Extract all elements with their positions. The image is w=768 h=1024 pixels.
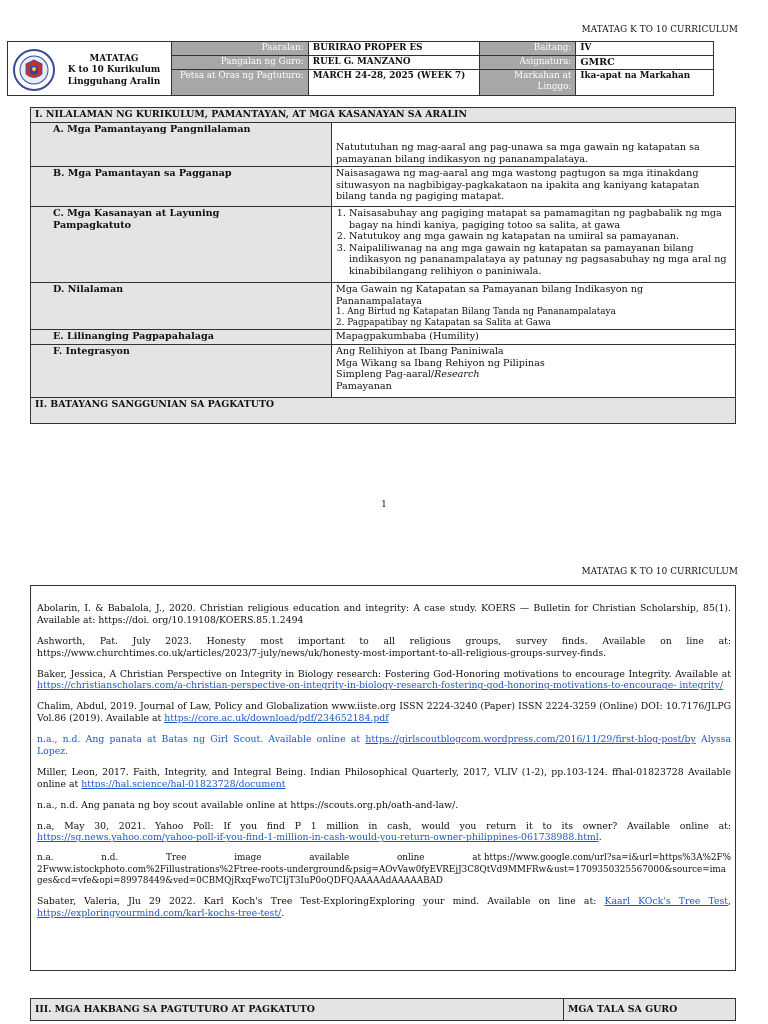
competency-item: 3. Naipaliliwanag na ang mga gawain ng katapatan sa pamayanan bilang indikasyon ng pananampalataya ay patunay ng pagsasabuhay ng mga aral ng kinabibilangang relihiyon o paniniwala.	[349, 243, 731, 278]
petsa-label: Petsa at Oras ng Pagtuturo:	[172, 70, 309, 96]
row-d-label: D. Nilalaman	[31, 283, 332, 330]
row-f-label: F. Integrasyon	[31, 345, 332, 398]
teacher-notes-header: MGA TALA SA GURO	[564, 999, 736, 1021]
row-c-label: C. Mga Kasanayan at Layuning Pampagkatuto	[31, 207, 332, 283]
row-b-value: Naisasagawa ng mag-aaral ang mga wastong pagtugon sa mga itinakdang situwasyon na nagbibigay-pagkakataon na ipakita ang kaniyang katapatan bilang tanda ng pagiging matapat.	[332, 167, 736, 207]
baitang-label: Baitang:	[480, 42, 576, 56]
competency-item: 2. Natutukoy ang mga gawain ng katapatan na umiiral sa pamayanan.	[349, 231, 731, 243]
reference-item: n.a., n.d. Ang panata ng boy scout available online at https://scouts.org.ph/oath-and-law/.	[37, 799, 459, 811]
reference-item: Baker, Jessica, A Christian Perspective on Integrity in Biology research: Fostering God-Honoring motivations to encourage Integrity. Available at https://christianscholars.com/a-christian-perspective-on-integrity-in-biology-research-fostering-god-honoring-motivations-to-encourage- integrity/	[37, 668, 731, 692]
petsa-value: MARCH 24-28, 2025 (WEEK 7)	[308, 70, 480, 96]
curriculum-header-2: MATATAG K TO 10 CURRICULUM	[581, 567, 738, 577]
guro-value: RUEL G. MANZANO	[308, 55, 480, 70]
reference-link[interactable]: https://girlscoutblogcom.wordpress.com/2016/11/29/first-blog-post/by	[365, 734, 696, 746]
reference-link[interactable]: https://core.ac.uk/download/pdf/234652184.pdf	[164, 713, 389, 725]
lesson-info-table	[7, 41, 714, 96]
reference-item: n.a. n.d. Tree image available online at https://www.google.com/url?sa=i&url=https%3A%2F%2Fwww.istockphoto.com%2Fillustrations%2Ftree-roots-underground&psig=AOvVaw0fyEVREjJ3C8QtVd9MMFRw&ust=1709350325567000&source=images&cd=vfe&opi=89978449&ved=0CBMQjRxqFwoTCIjT3IuP0oQDFQAAAAAdAAAAABAD	[37, 853, 731, 886]
nilalaman-item: 1. Ang Birtud ng Katapatan Bilang Tanda ng Pananampalataya	[336, 307, 616, 317]
section-3-table	[30, 998, 736, 1021]
reference-item: n.a, May 30, 2021. Yahoo Poll: If you find P 1 million in cash, would you return it to its owner? Available online at: https://sg.news.yahoo.com/yahoo-poll-if-you-find-1-million-in-cash-would-you-return-owner-philippines-061738988.html.	[37, 820, 731, 844]
asignatura-label: Asignatura:	[480, 55, 576, 70]
references-box	[30, 585, 736, 971]
row-e-label: E. Lilinanging Pagpapahalaga	[31, 330, 332, 345]
logo-line-3: Lingguhang Aralin	[67, 76, 161, 87]
markahan-label: Markahan at Linggo:	[480, 70, 576, 96]
reference-item: Miller, Leon, 2017. Faith, Integrity, and Integral Being. Indian Philosophical Quarterly, 2017, VLIV (1-2), pp.103-124. ffhal-01823728 Available online at https://hal.science/hal-01823728/document	[37, 766, 731, 790]
reference-link[interactable]: https://exploringyourmind.com/karl-kochs-tree-test/	[37, 908, 282, 919]
nilalaman-title: Mga Gawain ng Katapatan sa Pamayanan bilang Indikasyon ng Pananampalataya	[336, 284, 644, 307]
reference-item: Ashworth, Pat. July 2023. Honesty most important to all religious groups, survey finds. Available on line at: https://www.churchtimes.co.uk/articles/2023/7-july/news/uk/honesty-most-important-to-all-religious-groups-survey-finds.	[37, 635, 731, 659]
curriculum-header: MATATAG K TO 10 CURRICULUM	[581, 25, 738, 35]
row-a-value: Natututuhan ng mag-aaral ang pag-unawa sa mga gawain ng katapatan sa pamayanan bilang indikasyon ng pananampalataya.	[332, 123, 736, 167]
integrasyon-item: Mga Wikang sa Ibang Rehiyon ng Pilipinas	[336, 357, 545, 369]
row-d-value	[332, 283, 736, 330]
integrasyon-item: Ang Relihiyon at Ibang Paniniwala	[336, 346, 504, 358]
integrasyon-item: Simpleng Pag-aaral/Research	[336, 369, 480, 381]
row-b-label: B. Mga Pamantayan sa Pagganap	[31, 167, 332, 207]
section-3-title: III. MGA HAKBANG SA PAGTUTURO AT PAGKATUTO	[31, 999, 564, 1021]
reference-link[interactable]: https://hal.science/hal-01823728/document	[81, 778, 286, 790]
paaralan-label: Paaralan:	[172, 42, 309, 56]
section-1-title: I. NILALAMAN NG KURIKULUM, PAMANTAYAN, AT MGA KASANAYAN SA ARALIN	[31, 108, 736, 123]
asignatura-value: GMRC	[576, 55, 714, 70]
section-2-title: II. BATAYANG SANGGUNIAN SA PAGKATUTO	[31, 398, 736, 424]
row-c-value	[332, 207, 736, 283]
nilalaman-item: 2. Pagpapatibay ng Katapatan sa Salita at Gawa	[336, 317, 551, 328]
row-a-label: A. Mga Pamantayang Pangnilalaman	[31, 123, 332, 167]
paaralan-value: BURIRAO PROPER ES	[308, 42, 480, 56]
reference-item: Sabater, Valeria, Jlu 29 2022. Karl Koch's Tree Test-ExploringExploring your mind. Available on line at: Kaarl KOck's Tree Test, https://exploringyourmind.com/karl-kochs-tree-test/.	[37, 896, 731, 919]
section-1-table	[30, 107, 736, 424]
reference-link[interactable]: https://sg.news.yahoo.com/yahoo-poll-if-you-find-1-million-in-cash-would-you-return-owner-philippines-061738988.html	[37, 832, 599, 844]
markahan-value: Ika-apat na Markahan	[576, 70, 714, 96]
integrasyon-item: Pamayanan	[336, 380, 392, 392]
baitang-value: IV	[576, 42, 714, 56]
guro-label: Pangalan ng Guro:	[172, 55, 309, 70]
deped-seal-icon	[12, 48, 56, 92]
row-e-value: Mapagpakumbaba (Humility)	[332, 330, 736, 345]
competency-item: 1. Naisasabuhay ang pagiging matapat sa pamamagitan ng pagbabalik ng mga bagay na hindi kaniya, pagiging totoo sa salita, at gawa	[349, 208, 731, 231]
reference-item: Chalim, Abdul, 2019. Journal of Law, Policy and Globalization www.iiste.org ISSN 2224-3240 (Paper) ISSN 2224-3259 (Online) DOI: 10.7176/JLPG Vol.86 (2019). Available at https://core.ac.uk/download/pdf/234652184.pdf	[37, 701, 731, 725]
logo-line-1: MATATAG	[89, 54, 139, 64]
logo-line-2: K to 10 Kurikulum	[67, 65, 161, 76]
reference-item: Abolarin, I. & Babalola, J., 2020. Christian religious education and integrity: A case study. KOERS — Bulletin for Christian Scholarship, 85(1). Available at: https://doi. org/10.19108/KOERS.85.1.2494	[37, 603, 731, 626]
logo-box	[8, 42, 172, 96]
reference-link[interactable]: Kaarl KOck's Tree Test	[604, 896, 729, 908]
row-f-value	[332, 345, 736, 398]
reference-link[interactable]: https://christianscholars.com/a-christian-perspective-on-integrity-in-biology-research-fostering-god-honoring-motivations-to-encourage- integrity/	[37, 680, 724, 692]
page-number: 1	[381, 500, 387, 510]
reference-item: n.a., n.d. Ang panata at Batas ng Girl Scout. Available online at https://girlscoutblogcom.wordpress.com/2016/11/29/first-blog-post/by Alyssa Lopez.	[37, 734, 731, 758]
